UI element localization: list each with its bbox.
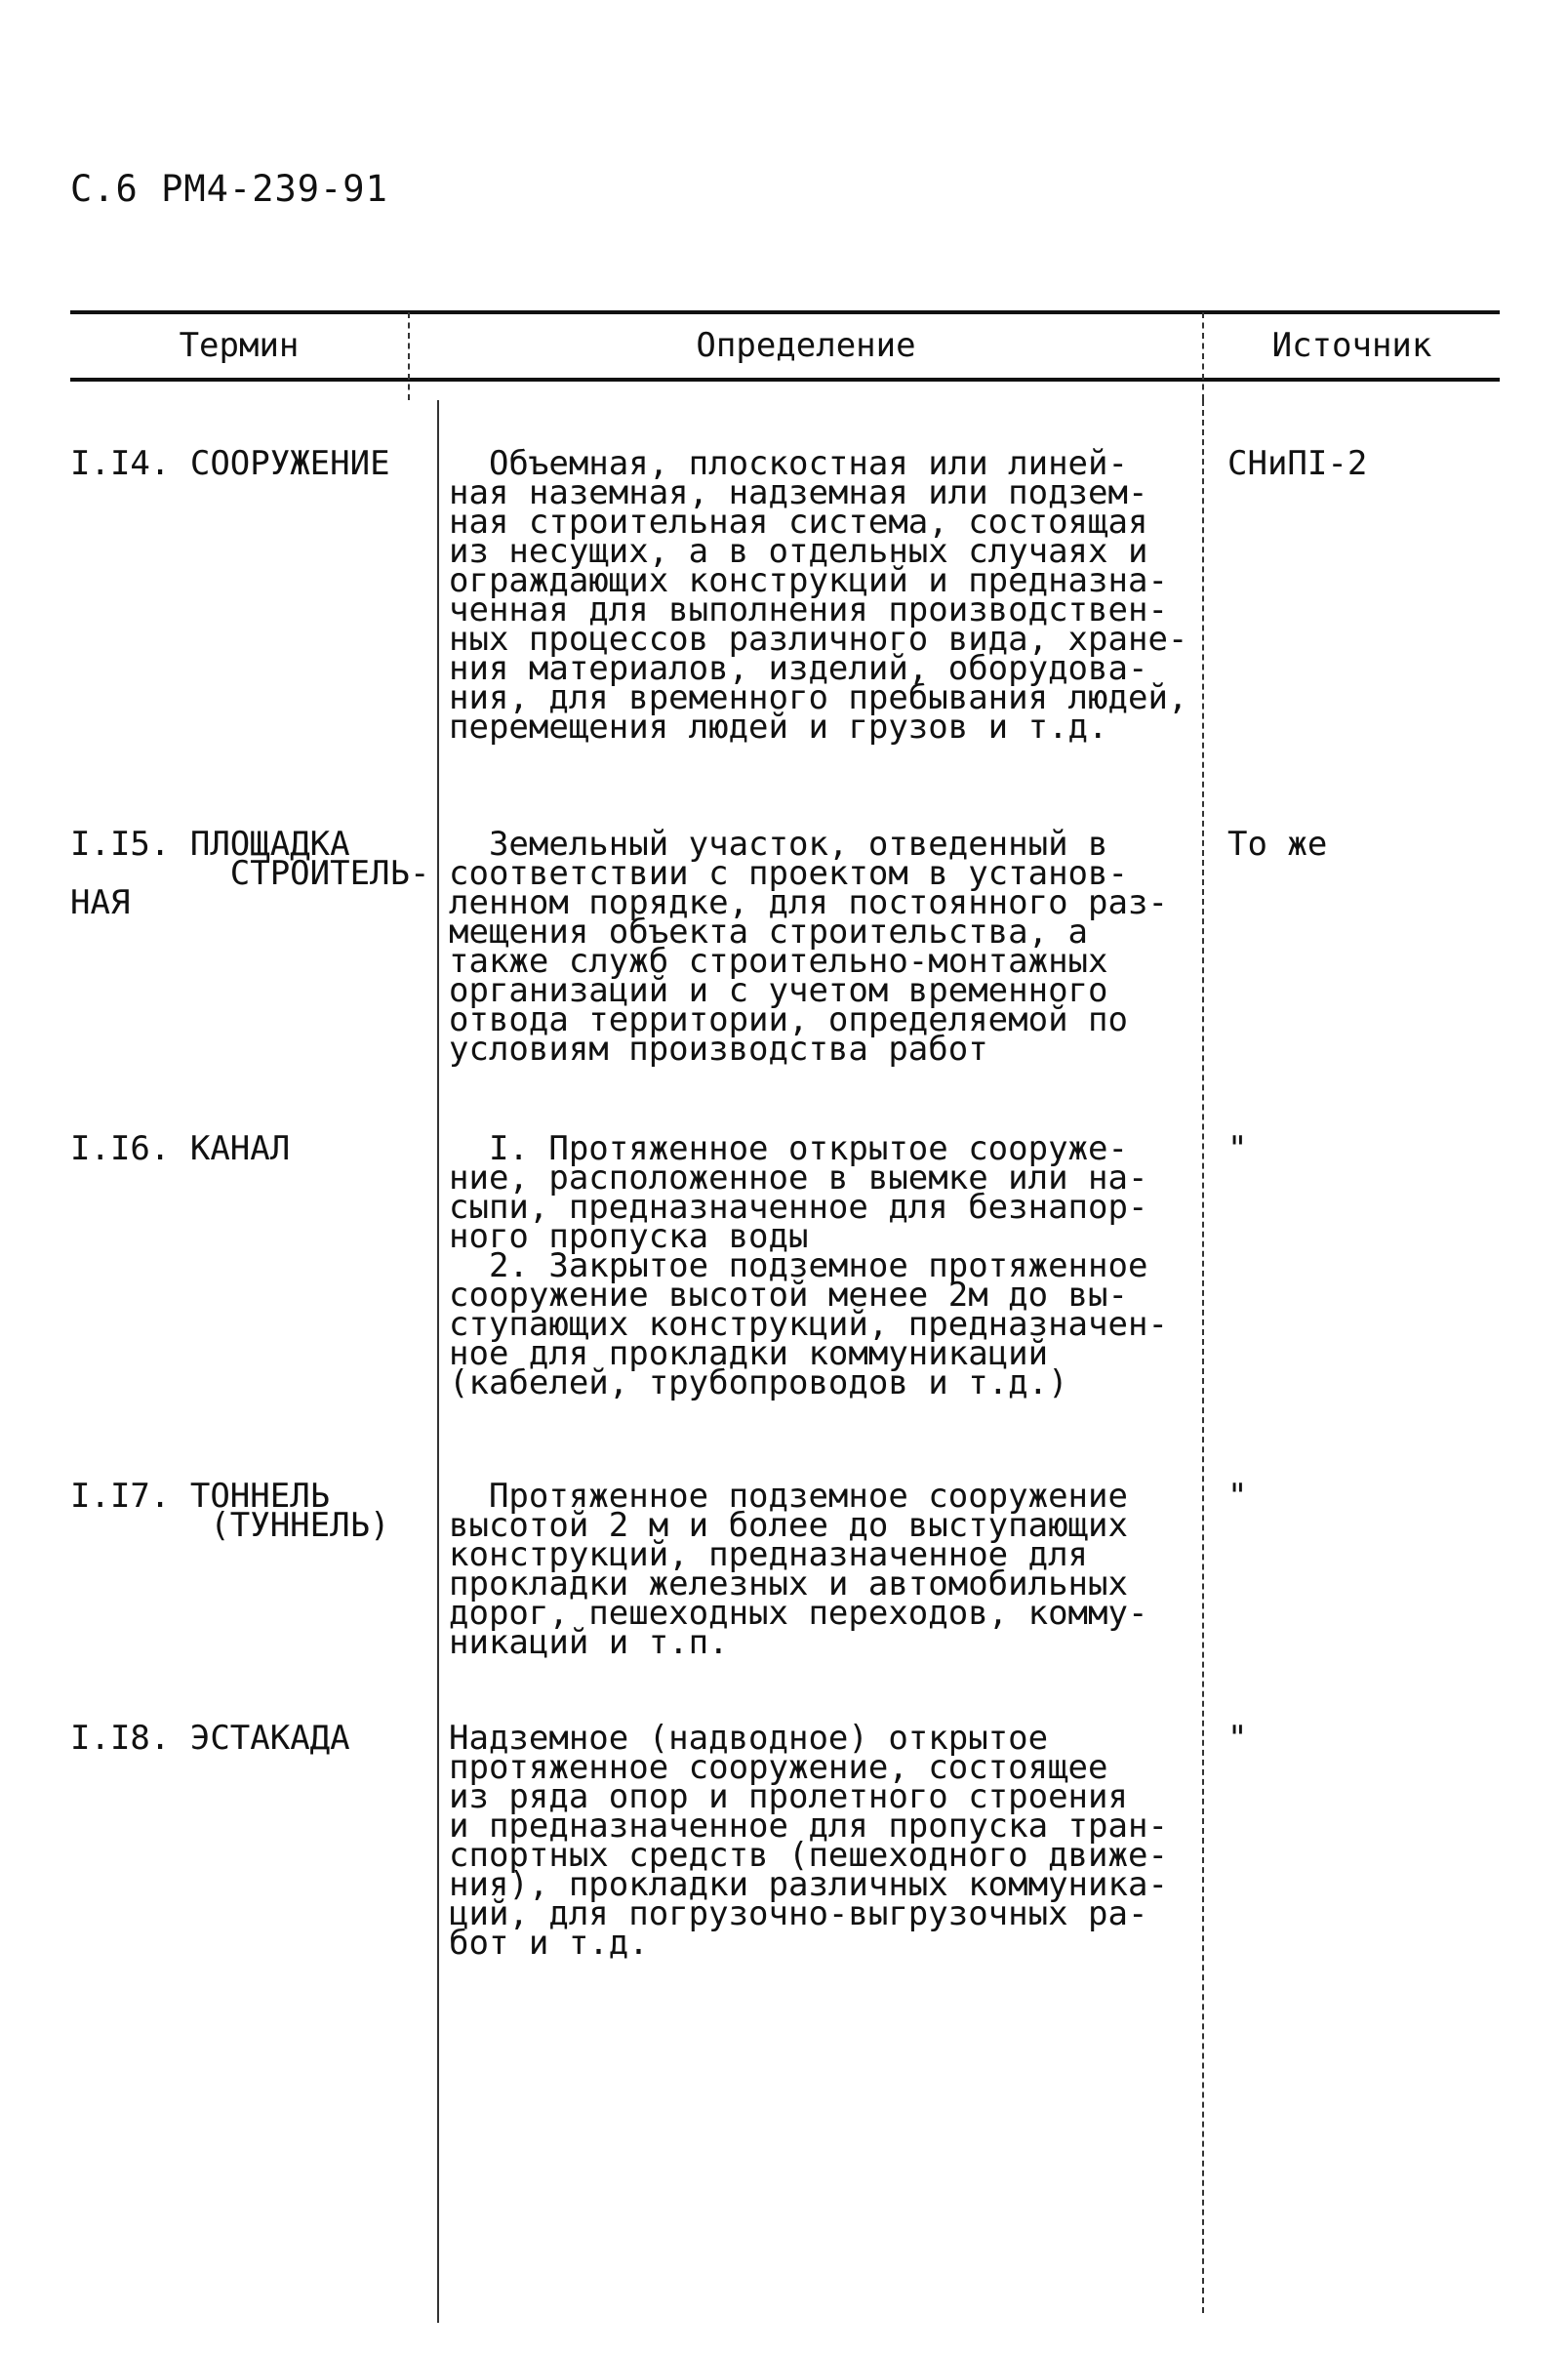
term-cell [70,444,431,483]
term-number: I.I4. [70,444,171,483]
term-name-line2: (ТУННЕЛЬ) [70,1506,390,1545]
source-cell: То же [1227,825,1328,864]
term-number: I.I6. [70,1129,171,1168]
term-name-line2: СТРОИТЕЛЬ- [70,854,430,893]
term-name: ТОННЕЛЬ [189,1477,331,1516]
term-name: ЭСТАКАДА [189,1719,350,1758]
definition-cell: I. Протяженное открытое сооруже- ние, расположенное в выемке или на- сыпи, предназначенное для безнапор- ного пропуска воды 2. Закрытое подземное протяженное сооружение высотой менее 2м до вы- ступающих конструкций, предназначен- ное для прокладки коммуникаций (кабелей, трубопроводов и т.д.) [449,1129,1168,1402]
term-number: I.I5. [70,825,171,864]
term-cell [70,1719,431,1758]
page-header: С.6 РМ4-239-91 [70,168,388,210]
term-name: ПЛОЩАДКА [189,825,350,864]
table-top-rule [70,310,1500,314]
source-cell: " [1227,1719,1248,1758]
column-header-definition: Определение [696,326,916,365]
term-number: I.I8. [70,1719,171,1758]
term-name: КАНАЛ [189,1129,291,1168]
definition-cell: Земельный участок, отведенный в соответствии с проектом в установ- ленном порядке, для постоянного раз- мещения объекта строительства, а также служб строительно-монтажных организаций и с учетом временного отвода территории, определяемой по условиям производства работ [449,825,1168,1069]
column-header-source: Источник [1271,326,1432,365]
column-divider [437,400,439,2323]
term-cell [70,1477,431,1545]
term-name-line3: НАЯ [70,883,131,922]
term-cell [70,825,431,922]
definition-cell: Протяженное подземное сооружение высотой 2 м и более до выступающих конструкций, предназначенное для прокладки железных и автомобильных дорог, пешеходных переходов, комму- никаций и т.п. [449,1477,1148,1662]
term-cell [70,1129,431,1168]
definition-cell: Объемная, плоскостная или линей- ная наземная, надземная или подзем- ная строительная система, состоящая из несущих, а в отдельных случаях и ограждающих конструкций и предназна- ченная для выполнения производствен- ных процессов различного вида, хране- ния материалов, изделий, оборудова- ния, для временного пребывания людей, перемещения людей и грузов и т.д. [449,444,1188,747]
term-name: СООРУЖЕНИЕ [189,444,390,483]
source-cell: СНиПI-2 [1227,444,1368,483]
term-number: I.I7. [70,1477,171,1516]
source-cell: " [1227,1129,1248,1168]
source-cell: " [1227,1477,1248,1516]
table-header-rule [70,378,1500,382]
column-header-term: Термин [179,326,300,365]
definition-cell: Надземное (надводное) открытое протяженное сооружение, состоящее из ряда опор и пролетного строения и предназначенное для пропуска тран- спортных средств (пешеходного движе- ния), прокладки различных коммуника- ций, для погрузочно-выгрузочных ра- бот и т.д. [449,1719,1168,1963]
